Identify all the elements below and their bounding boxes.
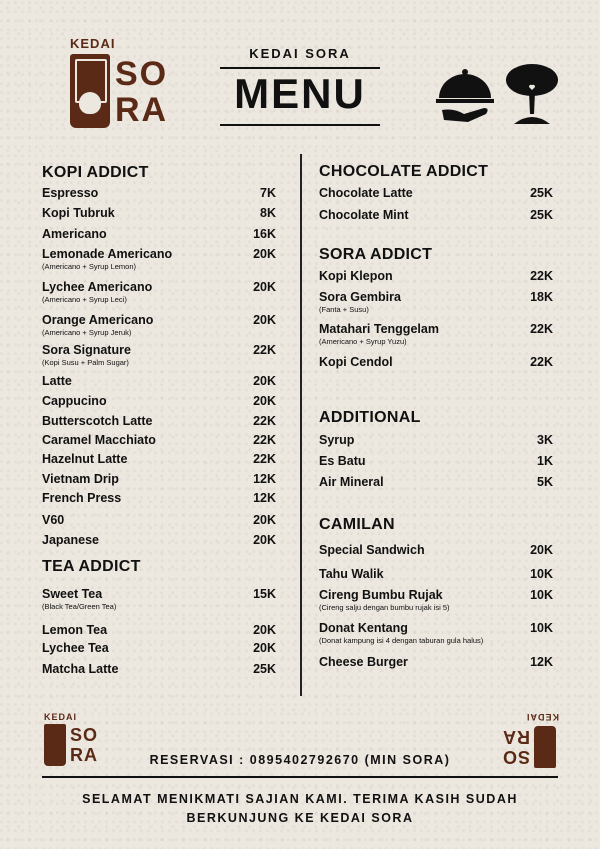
- menu-item-name: Cappucino: [42, 394, 107, 408]
- menu-item-name: Lemon Tea: [42, 623, 108, 637]
- menu-item: [319, 543, 553, 559]
- menu-item: [42, 313, 276, 337]
- menu-item-name: French Press: [42, 491, 122, 505]
- menu-item-name: Butterscotch Latte: [42, 414, 153, 428]
- menu-item-name: Sora Signature: [42, 343, 131, 357]
- menu-item: [319, 588, 553, 612]
- footer-rule: [42, 776, 558, 778]
- menu-item-price: 12K: [530, 655, 553, 669]
- tree-icon: [504, 62, 560, 126]
- menu-item-price: 22K: [253, 343, 276, 357]
- menu-item: [42, 662, 276, 678]
- menu-item-price: 20K: [253, 374, 276, 388]
- menu-item: [319, 475, 553, 491]
- footer-message: [40, 790, 560, 828]
- menu-item: [42, 280, 276, 304]
- menu-item: [319, 269, 553, 285]
- menu-item-name: Hazelnut Latte: [42, 452, 128, 466]
- menu-item: [42, 452, 276, 468]
- menu-item-price: 22K: [530, 355, 553, 369]
- menu-item: [319, 433, 553, 449]
- menu-item-name: Kopi Tubruk: [42, 206, 115, 220]
- menu-item-price: 22K: [530, 269, 553, 283]
- menu-item: [42, 641, 276, 657]
- menu-item-price: 25K: [530, 186, 553, 200]
- menu-item-name: Kopi Klepon: [319, 269, 393, 283]
- menu-item: [319, 655, 553, 671]
- menu-item-price: 20K: [253, 641, 276, 655]
- cup-logo-icon: [534, 726, 556, 768]
- menu-item: [319, 621, 553, 645]
- menu-item-price: 20K: [253, 533, 276, 547]
- menu-item-name: Es Batu: [319, 454, 366, 468]
- cup-logo-icon: [44, 724, 66, 766]
- cloche-serving-icon: [434, 64, 496, 126]
- menu-item-price: 16K: [253, 227, 276, 241]
- menu-item-name: Cireng Bumbu Rujak: [319, 588, 443, 602]
- menu-item: [42, 491, 276, 507]
- menu-item-name: Sweet Tea: [42, 587, 103, 601]
- menu-item: [42, 343, 276, 367]
- menu-item-name: Donat Kentang: [319, 621, 408, 635]
- menu-item-name: Americano: [42, 227, 107, 241]
- menu-item-note: (Fanta + Susu): [319, 305, 369, 314]
- menu-item: [319, 322, 553, 346]
- menu-item: [42, 394, 276, 410]
- menu-item-name: Kopi Cendol: [319, 355, 393, 369]
- menu-item: [42, 186, 276, 202]
- tea-section-title: TEA ADDICT: [42, 558, 141, 575]
- brand-name: KEDAI SORA: [249, 46, 351, 61]
- menu-item: [319, 186, 553, 202]
- chocolate-section-title: CHOCOLATE ADDICT: [319, 163, 489, 180]
- menu-item: [319, 454, 553, 470]
- menu-item-price: 25K: [530, 208, 553, 222]
- menu-item-price: 7K: [260, 186, 276, 200]
- footer-logo-kedai-left: KEDAI: [44, 712, 78, 722]
- menu-item-name: V60: [42, 513, 65, 527]
- menu-item-name: Lychee Americano: [42, 280, 153, 294]
- menu-item-price: 20K: [253, 623, 276, 637]
- menu-item-price: 10K: [530, 621, 553, 635]
- menu-item: [42, 472, 276, 488]
- menu-item-price: 1K: [537, 454, 553, 468]
- logo-kedai-text: KEDAI: [70, 36, 116, 51]
- menu-item-name: Cheese Burger: [319, 655, 408, 669]
- menu-item-price: 20K: [253, 247, 276, 261]
- title-rule-top: [220, 67, 380, 69]
- menu-item-note: (Americano + Syrup Lemon): [42, 262, 136, 271]
- logo-so-text: SO: [115, 55, 169, 93]
- menu-item: [42, 587, 276, 611]
- kopi-section-title: KOPI ADDICT: [42, 164, 149, 181]
- menu-item: [42, 247, 276, 271]
- menu-item: [42, 227, 276, 243]
- menu-item-price: 20K: [253, 394, 276, 408]
- footer-logo-so-right: SO: [501, 747, 530, 767]
- footer-logo-ra-right: RA: [502, 727, 530, 747]
- menu-item-price: 22K: [253, 414, 276, 428]
- column-divider: [300, 154, 302, 696]
- cup-logo-icon: [70, 54, 110, 128]
- menu-item: [42, 414, 276, 430]
- additional-section-title: ADDITIONAL: [319, 409, 421, 426]
- sora-section-title: SORA ADDICT: [319, 246, 433, 263]
- menu-item-name: Espresso: [42, 186, 99, 200]
- menu-item-price: 10K: [530, 567, 553, 581]
- menu-item-name: Latte: [42, 374, 72, 388]
- menu-item-name: Syrup: [319, 433, 355, 447]
- menu-item-name: Chocolate Latte: [319, 186, 413, 200]
- footer-logo-left: [44, 724, 106, 768]
- menu-item-name: Lemonade Americano: [42, 247, 173, 261]
- menu-item-name: Caramel Macchiato: [42, 433, 156, 447]
- menu-item-price: 20K: [530, 543, 553, 557]
- menu-item-price: 22K: [253, 433, 276, 447]
- kedai-sora-logo: [70, 54, 180, 130]
- menu-item-price: 15K: [253, 587, 276, 601]
- menu-item-price: 22K: [530, 322, 553, 336]
- menu-item: [42, 513, 276, 529]
- menu-item-name: Matahari Tenggelam: [319, 322, 439, 336]
- menu-item: [42, 206, 276, 222]
- menu-item: [42, 374, 276, 390]
- footer-line-1: SELAMAT MENIKMATI SAJIAN KAMI. TERIMA KASIH SUDAH: [82, 792, 518, 806]
- menu-item-note: (Americano + Syrup Jeruk): [42, 328, 132, 337]
- menu-item-price: 20K: [253, 513, 276, 527]
- footer-logo-kedai-right: KEDAI: [526, 712, 560, 722]
- menu-item-note: (Cireng salju dengan bumbu rujak isi 5): [319, 603, 450, 612]
- footer-logo-so-left: SO: [70, 725, 99, 745]
- title-rule-bottom: [220, 124, 380, 126]
- menu-item-price: 25K: [253, 662, 276, 676]
- footer-logo-ra-left: RA: [70, 745, 98, 765]
- menu-item: [319, 355, 553, 371]
- menu-item-price: 8K: [260, 206, 276, 220]
- menu-item-price: 10K: [530, 588, 553, 602]
- menu-item-name: Tahu Walik: [319, 567, 384, 581]
- camilan-section-title: CAMILAN: [319, 516, 395, 533]
- footer-line-2: BERKUNJUNG KE KEDAI SORA: [186, 811, 414, 825]
- menu-item-note: (Black Tea/Green Tea): [42, 602, 117, 611]
- menu-item-price: 3K: [537, 433, 553, 447]
- menu-item: [42, 533, 276, 549]
- page-title: MENU: [234, 70, 366, 117]
- menu-item-price: 20K: [253, 313, 276, 327]
- menu-item-note: (Kopi Susu + Palm Sugar): [42, 358, 129, 367]
- menu-item-name: Air Mineral: [319, 475, 384, 489]
- menu-item-name: Chocolate Mint: [319, 208, 409, 222]
- reservation-info: RESERVASI : 0895402792670 (MIN SORA): [149, 753, 451, 767]
- menu-item-price: 12K: [253, 491, 276, 505]
- menu-item-price: 18K: [530, 290, 553, 304]
- menu-item-note: (Americano + Syrup Leci): [42, 295, 127, 304]
- menu-item-price: 5K: [537, 475, 553, 489]
- menu-item-price: 20K: [253, 280, 276, 294]
- menu-item-note: (Donat kampung isi 4 dengan taburan gula halus): [319, 636, 484, 645]
- menu-item-note: (Americano + Syrup Yuzu): [319, 337, 407, 346]
- menu-item-name: Special Sandwich: [319, 543, 425, 557]
- menu-item-name: Sora Gembira: [319, 290, 401, 304]
- menu-item: [42, 433, 276, 449]
- menu-item-name: Matcha Latte: [42, 662, 119, 676]
- menu-item-price: 22K: [253, 452, 276, 466]
- menu-item: [319, 290, 553, 314]
- menu-item-name: Japanese: [42, 533, 99, 547]
- menu-item-name: Orange Americano: [42, 313, 154, 327]
- logo-ra-text: RA: [115, 91, 169, 129]
- menu-item: [42, 623, 276, 639]
- menu-item: [319, 208, 553, 224]
- menu-item-name: Vietnam Drip: [42, 472, 119, 486]
- menu-item-name: Lychee Tea: [42, 641, 109, 655]
- menu-item-price: 12K: [253, 472, 276, 486]
- menu-item: [319, 567, 553, 583]
- footer-logo-right: [494, 724, 556, 768]
